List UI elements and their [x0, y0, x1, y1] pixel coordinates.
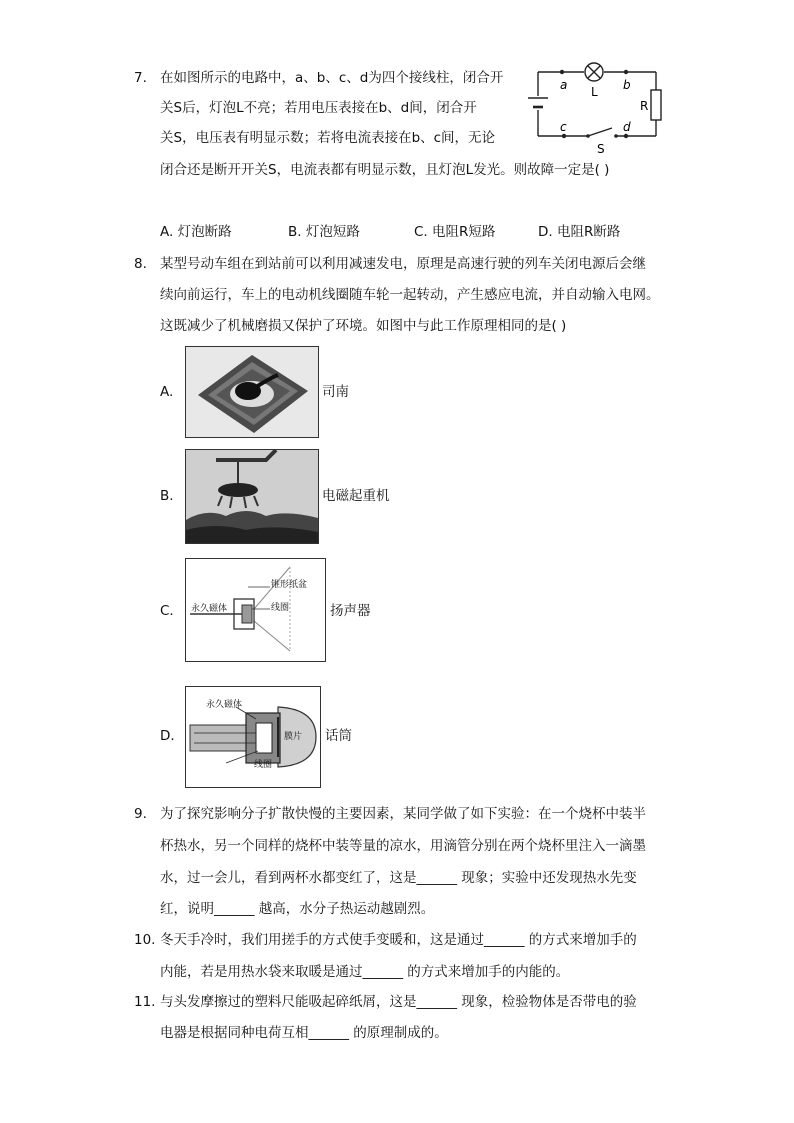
question-text-line: 电器是根据同种电荷互相______ 的原理制成的。 [160, 1025, 448, 1041]
question-text-line: 某型号动车组在到站前可以利用减速发电，原理是高速行驶的列车关闭电源后会继 [160, 256, 646, 272]
circuit-diagram [522, 58, 668, 158]
option-c-caption: 扬声器 [330, 603, 371, 619]
option-b-letter: B. [160, 488, 174, 504]
switch-label: S [597, 142, 605, 156]
question-text-line: 续向前运行，车上的电动机线圈随车轮一起转动，产生感应电流，并自动输入电网。 [160, 287, 660, 303]
lamp-label: L [591, 85, 598, 99]
question-text-line: 内能，若是用热水袋来取暖是通过______ 的方式来增加手的内能的。 [160, 964, 570, 980]
question-text-line: 这既减少了机械磨损又保护了环境。如图中与此工作原理相同的是( ) [160, 318, 567, 334]
question-text-line: 红，说明______ 越高，水分子热运动越剧烈。 [160, 901, 435, 917]
option-a-letter: A. [160, 384, 174, 400]
question-number: 11. [134, 994, 156, 1010]
question-text-line: 与头发摩擦过的塑料尺能吸起碎纸屑，这是______ 现象，检验物体是否带电的验 [160, 994, 637, 1010]
diaphragm-label: 膜片 [284, 732, 303, 742]
terminal-b-label: b [623, 78, 631, 92]
question-text-line: 水，过一会儿，看到两杯水都变红了，这是______ 现象；实验中还发现热水先变 [160, 870, 637, 886]
compass-image [185, 346, 319, 438]
question-text-line: 冬天手冷时，我们用搓手的方式使手变暖和，这是通过______ 的方式来增加手的 [160, 932, 637, 948]
question-text-line: 关S后，灯泡L不亮；若用电压表接在b、d间，闭合开 [160, 100, 477, 116]
option-d: D. 电阻R断路 [538, 224, 621, 240]
coil-label: 线圈 [271, 603, 290, 613]
option-a-caption: 司南 [322, 384, 349, 400]
question-number: 7. [134, 70, 147, 86]
option-b-caption: 电磁起重机 [322, 488, 390, 504]
question-number: 8. [134, 256, 147, 272]
magnet-label: 永久磁体 [206, 700, 243, 710]
question-number: 9. [134, 806, 147, 822]
crane-image [185, 449, 319, 544]
question-text-line: 为了探究影响分子扩散快慢的主要因素，某同学做了如下实验：在一个烧杯中装半 [160, 806, 646, 822]
terminal-c-label: c [560, 120, 567, 134]
question-text-line: 关S，电压表有明显示数；若将电流表接在b、c间，无论 [160, 130, 496, 146]
question-text-line: 在如图所示的电路中，a、b、c、d为四个接线柱，闭合开 [160, 70, 504, 86]
question-text-line: 杯热水，另一个同样的烧杯中装等量的凉水，用滴管分别在两个烧杯里注入一滴墨 [160, 838, 646, 854]
option-d-letter: D. [160, 728, 175, 744]
terminal-d-label: d [623, 120, 631, 134]
option-d-caption: 话筒 [325, 728, 352, 744]
question-text-line: 闭合还是断开开关S，电流表都有明显示数，且灯泡L发光。则故障一定是( ) [160, 162, 610, 178]
option-a: A. 灯泡断路 [160, 224, 232, 240]
terminal-a-label: a [560, 78, 568, 92]
resistor-label: R [640, 99, 649, 113]
option-b: B. 灯泡短路 [288, 224, 360, 240]
speaker-diagram [185, 558, 326, 662]
question-number: 10. [134, 932, 156, 948]
microphone-diagram [185, 686, 321, 788]
option-c: C. 电阻R短路 [414, 224, 496, 240]
coil-label: 线圈 [254, 760, 273, 770]
magnet-label: 永久磁体 [191, 604, 228, 614]
cone-label: 锥形纸盆 [271, 580, 308, 590]
option-c-letter: C. [160, 603, 174, 619]
